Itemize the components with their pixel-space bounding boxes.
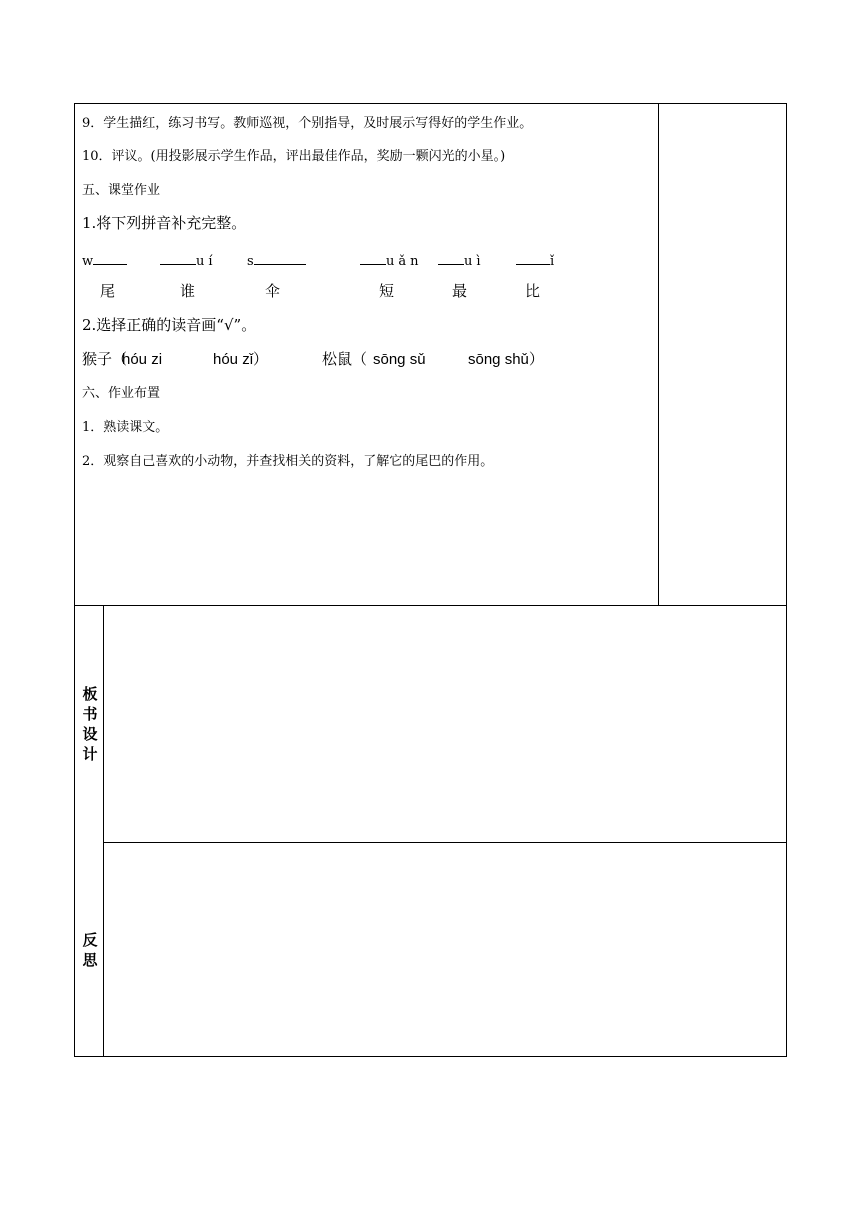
blackboard-design-label [80, 684, 100, 764]
pinyin-text: w [82, 254, 94, 269]
fill-line [160, 252, 196, 265]
section-5-heading: 五、课堂作业 [82, 183, 161, 198]
section-6-heading: 六、作业布置 [82, 386, 161, 401]
notes-column-cell [659, 104, 786, 605]
choice-1-option-b: hóu zǐ） [213, 351, 269, 368]
fill-line [516, 252, 550, 265]
blackboard-design-cell [104, 606, 786, 842]
pinyin-text: uǎn [386, 254, 423, 269]
choice-2-option-b: sōng shǔ） [468, 351, 544, 368]
pinyin-blank-5 [438, 252, 485, 268]
choice-1-option-a: hóu zi [122, 351, 163, 368]
pinyin-blank-3 [247, 252, 306, 268]
table-border-right [786, 103, 787, 1057]
fill-line [254, 252, 306, 265]
pinyin-blank-4 [360, 252, 423, 268]
question-2: 2.选择正确的读音画“√”。 [82, 316, 257, 334]
pinyin-text: uì [464, 254, 485, 269]
homework-1: 1．熟读课文。 [82, 420, 169, 435]
reflection-label [80, 930, 100, 970]
character-2: 谁 [180, 282, 196, 300]
label-char: 书 [82, 705, 98, 723]
choice-2-word: 松鼠（ [322, 350, 368, 368]
table-border-left [74, 103, 75, 1057]
homework-2: 2．观察自己喜欢的小动物，并查找相关的资料，了解它的尾巴的作用。 [82, 454, 494, 469]
character-5: 最 [452, 282, 468, 300]
choice-2-option-a: sōng sǔ [373, 351, 426, 368]
label-char: 思 [82, 951, 98, 969]
character-6: 比 [525, 282, 541, 300]
fill-line [438, 252, 464, 265]
label-char: 板 [82, 685, 98, 703]
pinyin-blank-2 [160, 252, 217, 268]
pinyin-blank-6 [516, 252, 554, 268]
pinyin-text: ǐ [550, 254, 555, 269]
choice-1-word: 猴子（ [82, 350, 128, 368]
character-1: 尾 [100, 282, 116, 300]
character-3: 伞 [265, 282, 281, 300]
fill-line [93, 252, 127, 265]
reflection-cell [104, 843, 786, 1056]
pinyin-blank-1 [82, 252, 127, 268]
pinyin-text: uí [196, 254, 217, 269]
question-1: 1.将下列拼音补充完整。 [82, 214, 247, 232]
label-char: 反 [82, 931, 98, 949]
pinyin-text: s [247, 254, 254, 269]
table-border-bottom [74, 1056, 787, 1057]
character-4: 短 [379, 282, 395, 300]
step-9: 9．学生描红，练习书写。教师巡视，个别指导，及时展示写得好的学生作业。 [82, 116, 533, 131]
fill-line [360, 252, 386, 265]
label-char: 计 [82, 745, 98, 763]
label-char: 设 [82, 725, 98, 743]
step-10: 10．评议。(用投影展示学生作品，评出最佳作品，奖励一颗闪光的小星。) [82, 149, 506, 164]
